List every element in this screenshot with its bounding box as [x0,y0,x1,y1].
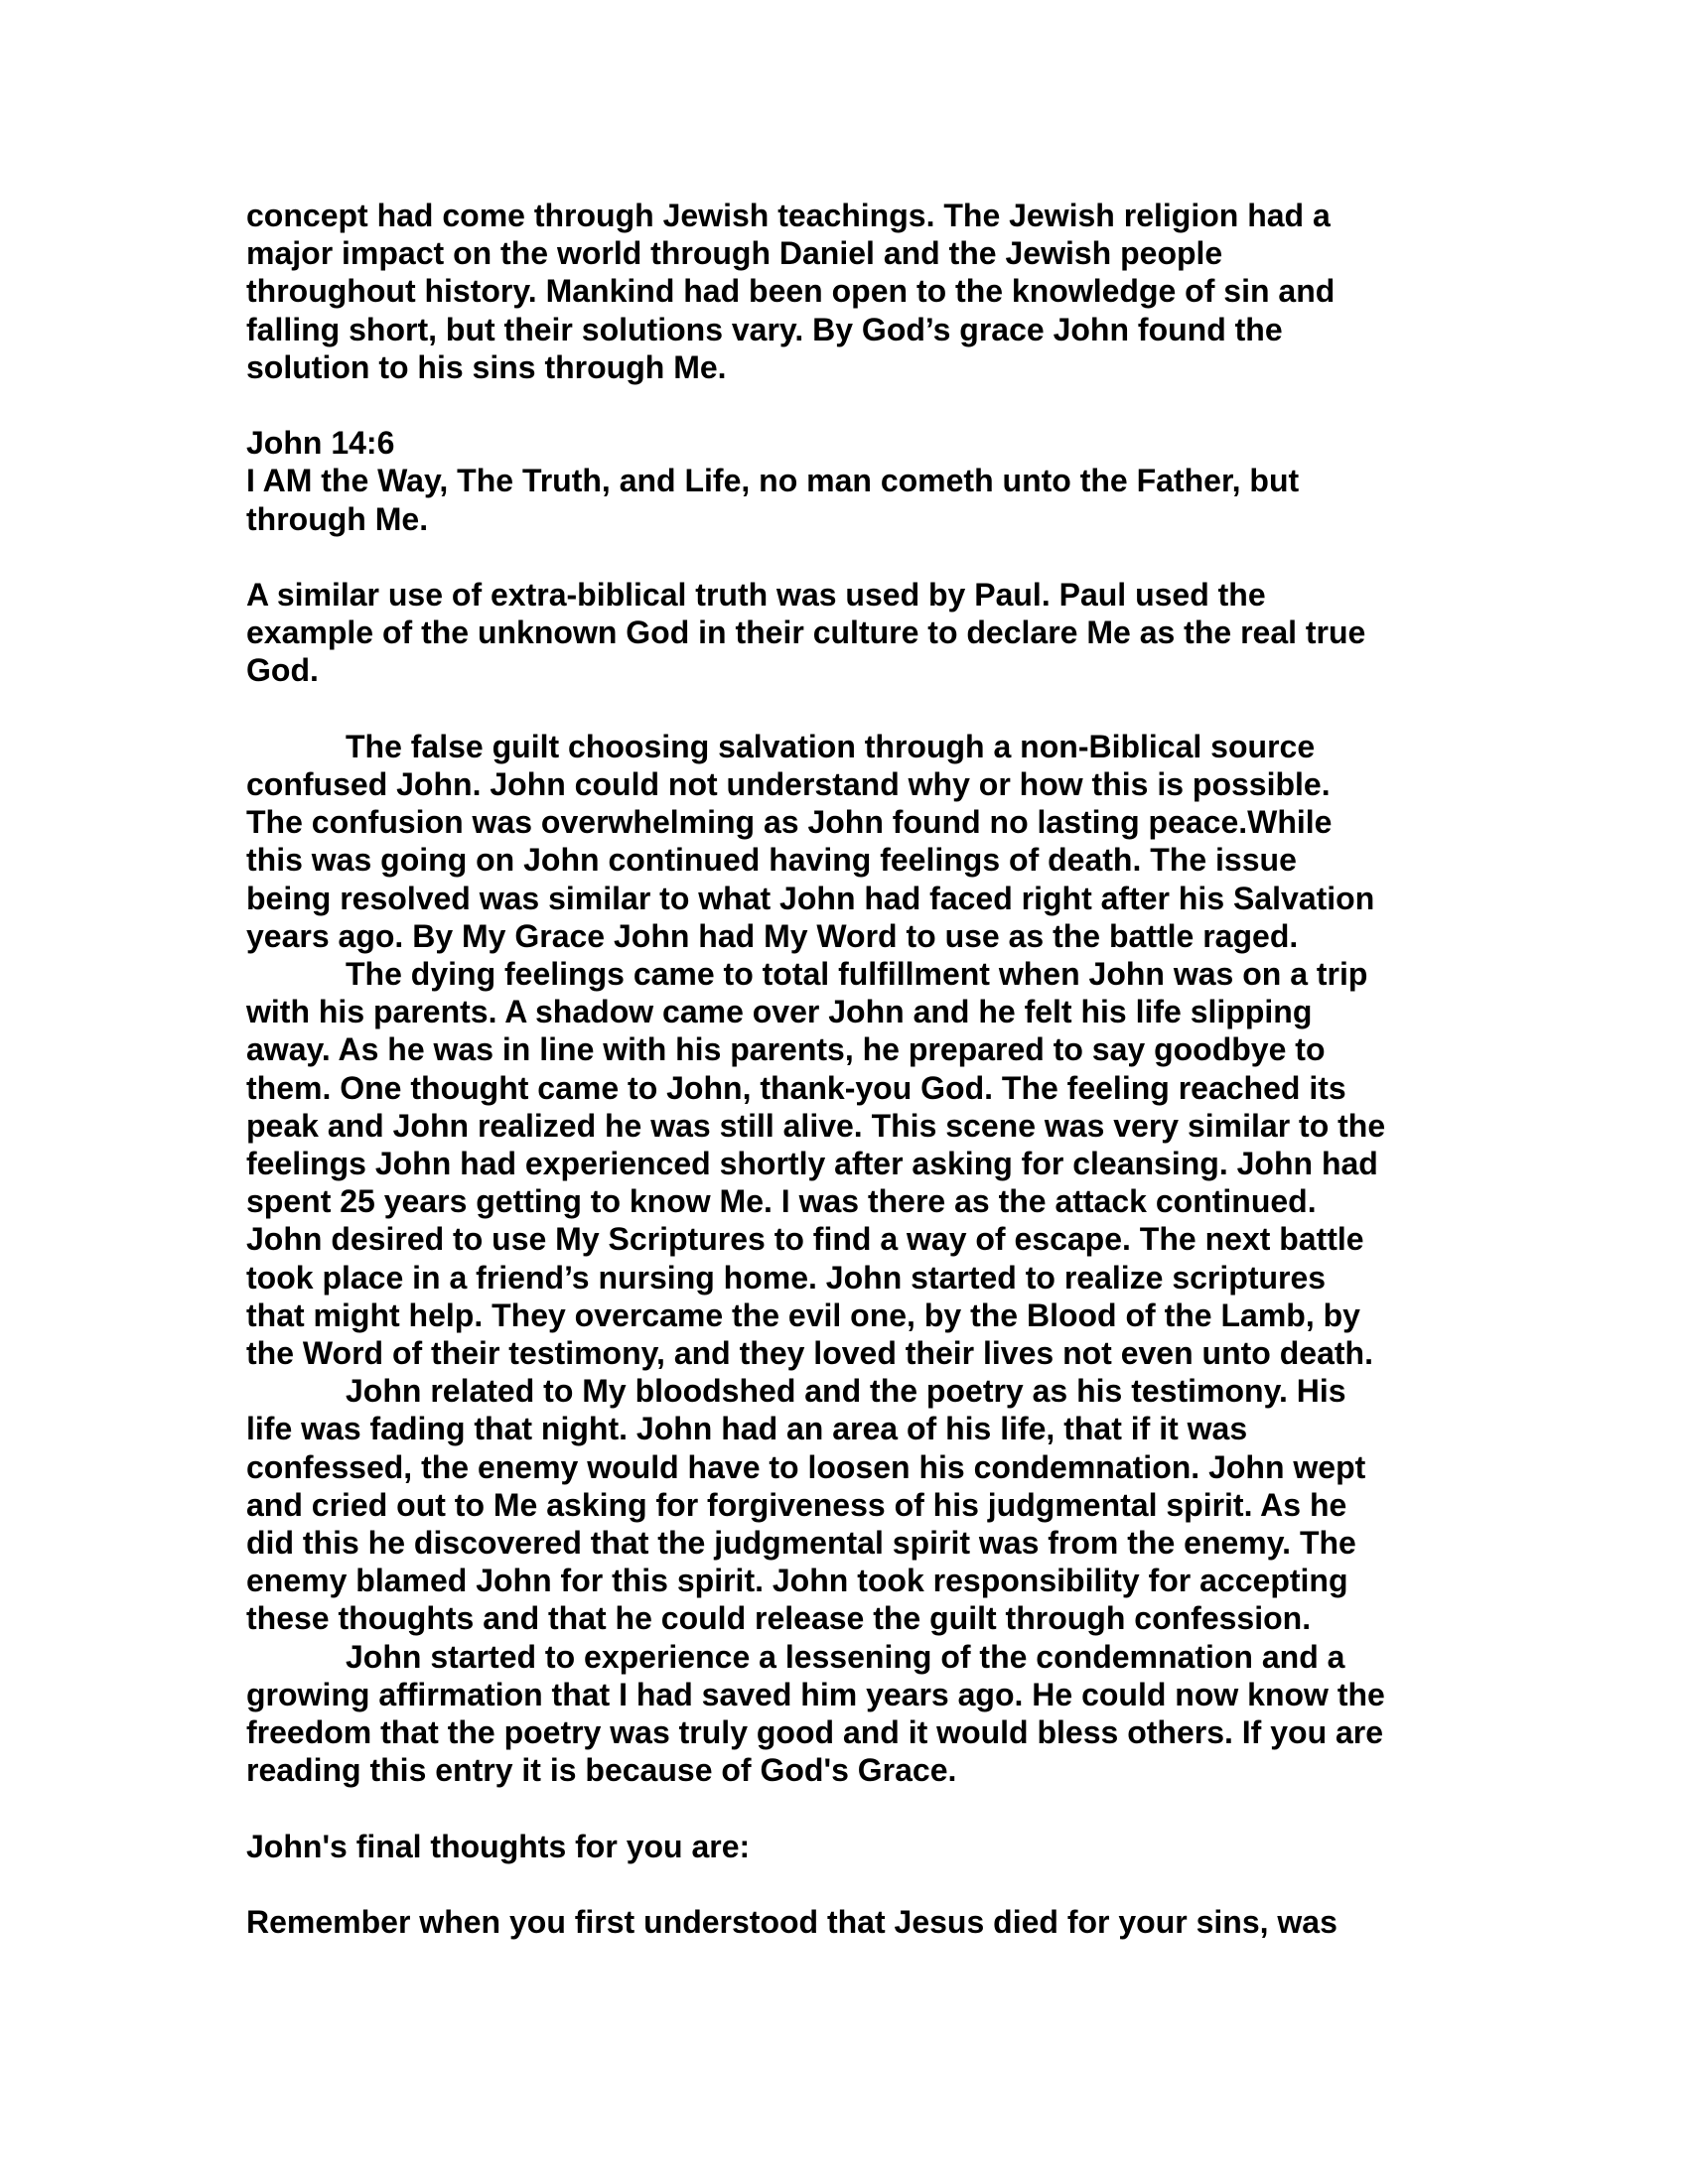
text-line: A similar use of extra-biblical truth was used by Paul. Paul used the [246,577,1266,613]
text-line: concept had come through Jewish teachings. The Jewish religion had a [246,198,1331,233]
text-paragraph [246,728,1458,955]
text-line: these thoughts and that he could release the guilt through confession. [246,1600,1312,1637]
text-line: The confusion was overwhelming as John found no lasting peace.While [246,804,1333,841]
text-line: God. [246,652,319,689]
text-paragraph [246,1828,1458,1865]
text-line: them. One thought came to John, thank-you God. The feeling reached its [246,1069,1346,1106]
text-line: peak and John realized he was still alive. This scene was very similar to the [246,1107,1386,1144]
text-paragraph [246,1372,1458,1637]
text-line: that might help. They overcame the evil one, by the Blood of the Lamb, by [246,1297,1360,1333]
text-line: feelings John had experienced shortly after asking for cleansing. John had [246,1146,1378,1182]
text-line: did this he discovered that the judgmental spirit was from the enemy. The [246,1525,1356,1562]
text-line: John desired to use My Scriptures to find a way of escape. The next battle [246,1221,1364,1258]
text-line: falling short, but their solutions vary. By God’s grace John found the [246,311,1283,347]
text-paragraph [246,955,1458,1372]
text-line: major impact on the world through Daniel and the Jewish people [246,235,1223,272]
document-page [246,197,1458,1941]
text-line: spent 25 years getting to know Me. I was there as the attack continued. [246,1183,1317,1220]
text-line: John 14:6 [246,425,395,462]
text-line: through Me. [246,500,429,537]
text-line: freedom that the poetry was truly good and it would bless others. If you are [246,1714,1384,1751]
text-line: with his parents. A shadow came over John and he felt his life slipping [246,994,1313,1030]
text-paragraph [246,576,1458,690]
text-line: I AM the Way, The Truth, and Life, no man cometh unto the Father, but [246,463,1300,499]
text-line: confused John. John could not understand why or how this is possible. [246,766,1331,802]
text-line: The dying feelings came to total fulfillment when John was on a trip [346,956,1368,993]
text-line: this was going on John continued having feelings of death. The issue [246,842,1297,879]
text-line: John related to My bloodshed and the poetry as his testimony. His [346,1373,1346,1410]
text-paragraph [246,1638,1458,1790]
text-line: example of the unknown God in their culture to declare Me as the real true [246,614,1366,651]
text-line: being resolved was similar to what John had faced right after his Salvation [246,880,1375,916]
text-line: The false guilt choosing salvation through a non-Biblical source [346,728,1316,764]
text-paragraph [246,1903,1458,1941]
text-line: throughout history. Mankind had been open to the knowledge of sin and [246,273,1336,310]
text-line: reading this entry it is because of God's Grace. [246,1752,957,1789]
text-line: solution to his sins through Me. [246,348,727,385]
text-line: confessed, the enemy would have to loosen his condemnation. John wept [246,1448,1366,1485]
text-line: and cried out to Me asking for forgiveness of his judgmental spirit. As he [246,1486,1347,1523]
text-line: John's final thoughts for you are: [246,1828,751,1864]
text-paragraph [246,424,1458,538]
text-line: life was fading that night. John had an area of his life, that if it was [246,1411,1248,1447]
text-line: away. As he was in line with his parents, he prepared to say goodbye to [246,1031,1326,1068]
text-line: John started to experience a lessening of the condemnation and a [346,1638,1345,1675]
text-line: growing affirmation that I had saved him years ago. He could now know the [246,1676,1385,1712]
text-line: years ago. By My Grace John had My Word to use as the battle raged. [246,917,1299,954]
text-line: the Word of their testimony, and they loved their lives not even unto death. [246,1335,1373,1372]
text-line: Remember when you first understood that Jesus died for your sins, was [246,1904,1337,1941]
text-paragraph [246,197,1458,386]
text-line: enemy blamed John for this spirit. John took responsibility for accepting [246,1563,1348,1599]
text-line: took place in a friend’s nursing home. John started to realize scriptures [246,1259,1327,1296]
